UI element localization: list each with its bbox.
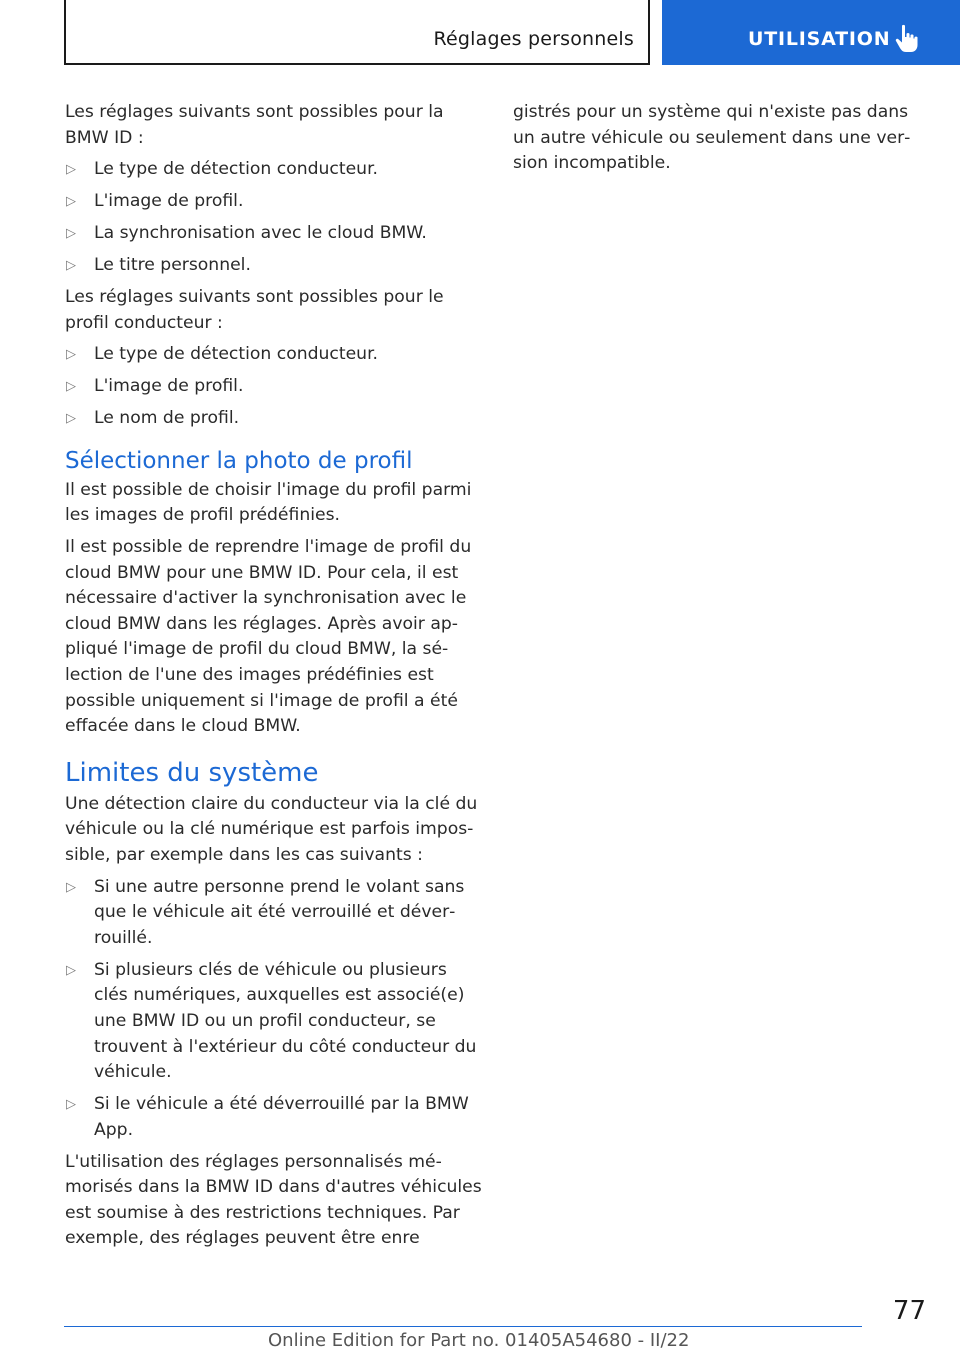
header-section-box xyxy=(64,0,650,65)
restrictions-paragraph-continued: gistrés pour un système qui n'existe pas dans un autre véhicule ou seulement dans une version incompatible. xyxy=(513,102,911,174)
list-item: ▷ Le nom de profil. xyxy=(65,406,485,432)
triangle-bullet-icon: ▷ xyxy=(66,962,76,978)
triangle-bullet-icon: ▷ xyxy=(66,194,76,210)
triangle-bullet-icon: ▷ xyxy=(66,226,76,242)
list-item: ▷ Si une autre personne prend le volant sans que le véhicule ait été verrouillé et déverrouillé. xyxy=(66,876,465,948)
pointing-hand-icon xyxy=(894,24,920,54)
list-item: ▷ Le type de détection conducteur. xyxy=(65,342,485,368)
triangle-bullet-icon: ▷ xyxy=(66,379,76,395)
bmw-id-settings-list xyxy=(65,157,485,279)
list-item: ▷ Le titre personnel. xyxy=(65,253,485,279)
footer-edition: Online Edition for Part no. 01405A54680 - II/22 xyxy=(268,1330,690,1351)
triangle-bullet-icon: ▷ xyxy=(66,347,76,363)
heading-profile-photo: Sélectionner la photo de profil xyxy=(65,447,413,474)
list-item: ▷ Si plusieurs clés de véhicule ou plusieurs clés numériques, auxquelles est associé(e) une BMW ID ou un profil conducteur, se trouvent à l'extérieur du côté conducteur du véhicule. xyxy=(66,959,477,1083)
right-column xyxy=(513,100,923,183)
driver-profile-paragraph: Les réglages suivants sont possibles pour le profil conducteur : xyxy=(65,287,444,333)
list-item: ▷ La synchronisation avec le cloud BMW. xyxy=(65,221,485,247)
heading-system-limits: Limites du système xyxy=(65,757,319,788)
list-item: ▷ Si le véhicule a été déverrouillé par la BMW App. xyxy=(66,1094,469,1140)
driver-profile-settings-list xyxy=(65,342,485,432)
triangle-bullet-icon: ▷ xyxy=(66,258,76,274)
profile-photo-paragraph-1: Il est possible de choisir l'image du profil parmi les images de profil prédéfinies. xyxy=(65,479,472,526)
triangle-bullet-icon: ▷ xyxy=(66,879,76,895)
list-item: ▷ Le type de détection conducteur. xyxy=(65,157,485,183)
list-item: ▷ L'image de profil. xyxy=(65,189,485,215)
header-chapter-tab xyxy=(662,0,960,65)
restrictions-paragraph: L'utilisation des réglages personnalisés mémorisés dans la BMW ID dans d'autres véhicules est soumise à des restrictions techniques. Par exemple, des réglages peuvent être enre xyxy=(65,1151,482,1249)
header-chapter-title: UTILISATION xyxy=(748,28,891,50)
header-section-title: Réglages personnels xyxy=(433,28,634,50)
intro-paragraph: Les réglages suivants sont possibles pour la BMW ID : xyxy=(65,102,444,148)
triangle-bullet-icon: ▷ xyxy=(66,162,76,178)
system-limits-paragraph: Une détection claire du conducteur via la clé du véhicule ou la clé numérique est parfois impossible, par exemple dans les cas suivants : xyxy=(65,793,478,865)
system-limits-list xyxy=(65,875,485,1144)
profile-photo-paragraph-2: Il est possible de reprendre l'image de profil du cloud BMW pour une BMW ID. Pour cela, il est nécessaire d'activer la synchronisation avec le cloud BMW dans les réglages. Après avoir appliqué l'image de profil du cloud BMW, la sélection de l'une des images prédéfinies est possible uniquement si l'image de profil a été effacée dans le cloud BMW. xyxy=(65,537,472,737)
triangle-bullet-icon: ▷ xyxy=(66,411,76,427)
list-item: ▷ L'image de profil. xyxy=(65,374,485,400)
triangle-bullet-icon: ▷ xyxy=(66,1097,76,1113)
footer-divider xyxy=(64,1326,862,1327)
page-number: 77 xyxy=(892,1296,926,1326)
left-column xyxy=(65,100,485,1258)
